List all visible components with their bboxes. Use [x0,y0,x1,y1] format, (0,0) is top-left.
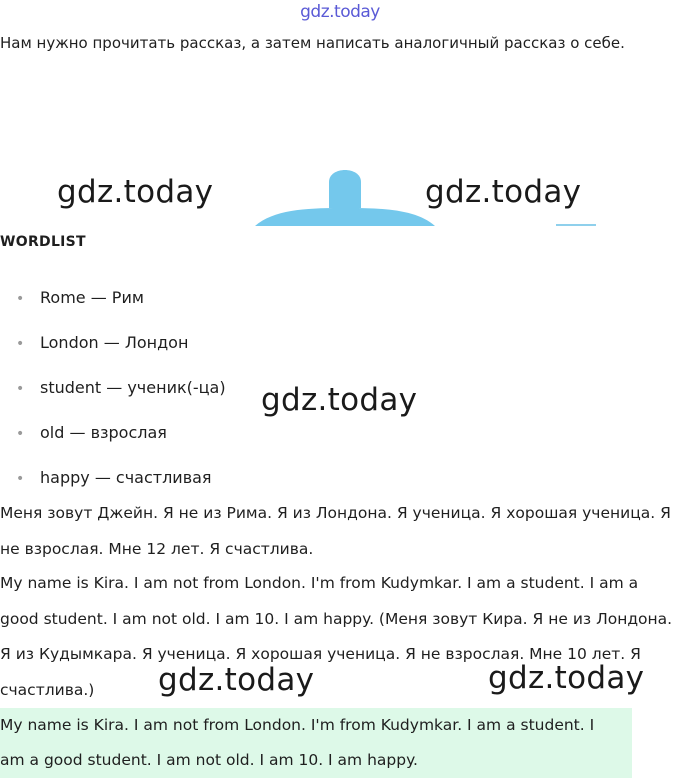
intro-text: Нам нужно прочитать рассказ, а затем написать аналогичный рассказ о себе. [0,34,625,52]
top-watermark: gdz.today [300,2,380,22]
wordlist-item [16,378,226,397]
wordlist-item [16,333,188,352]
wordlist-item-text: old — взрослая [40,423,167,442]
wordlist-item [16,423,167,442]
wordlist-item-text: Rome — Рим [40,288,144,307]
watermark-center: gdz.today [261,382,418,418]
watermark-mid-right: gdz.today [425,174,582,210]
bullet-icon: • [16,471,25,487]
watermark-bottom-right: gdz.today [488,660,645,696]
decorative-shape [255,168,435,228]
bullet-icon: • [16,336,25,352]
wordlist-item-text: student — ученик(-ца) [40,378,226,397]
wordlist-item-text: happy — счастливая [40,468,212,487]
bullet-icon: • [16,426,25,442]
bullet-icon: • [16,291,25,307]
watermark-bottom-left: gdz.today [158,662,315,698]
wordlist-heading: WORDLIST [0,234,86,250]
wordlist-item [16,468,212,487]
answer-text: My name is Kira. I am not from London. I'm from Kudymkar. I am a student. I am a good student. I am not old. I am 10. I am happy. [0,716,595,769]
wordlist-item [16,288,144,307]
watermark-mid-left: gdz.today [57,174,214,210]
translation-paragraph: Меня зовут Джейн. Я не из Рима. Я из Лондона. Я ученица. Я хорошая ученица. Я не взрослая. Мне 12 лет. Я счастлива. [0,504,671,558]
decor-base [255,208,435,226]
wordlist-item-text: London — Лондон [40,333,189,352]
decor-knob [329,170,361,208]
decor-line [556,224,596,226]
bullet-icon: • [16,381,25,397]
story-paragraph: My name is Kira. I am not from London. I'm from Kudymkar. I am a student. I am a good student. I am not old. I am 10. I am happy. (Меня зовут Кира. Я не из Лондона. Я из Кудымкара. Я ученица. Я хорошая ученица. Я не взрослая. Мне 10 лет. Я счастлива.) [0,574,673,699]
